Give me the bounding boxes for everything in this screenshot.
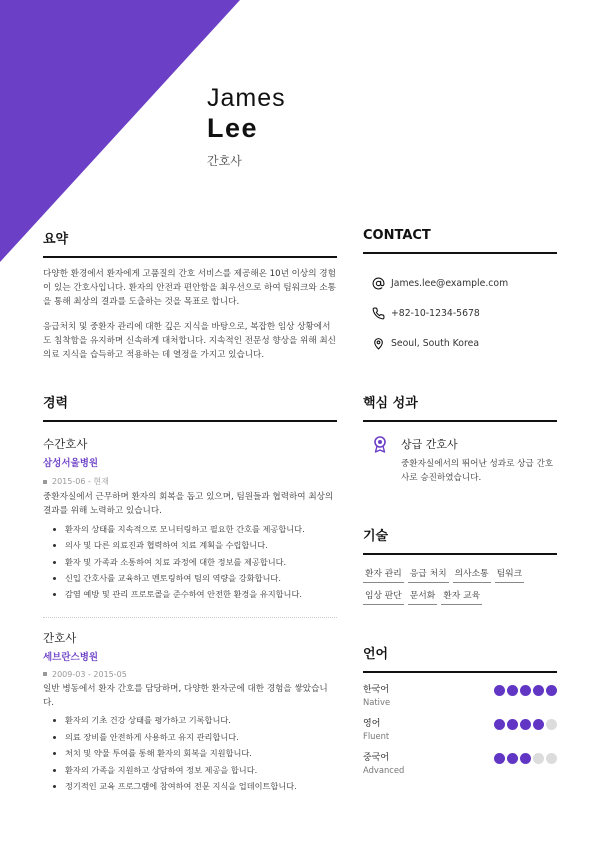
job-role: 간호사	[207, 154, 242, 168]
language-info	[363, 750, 404, 775]
rating-dot-empty	[533, 753, 544, 764]
skills-list	[363, 563, 557, 605]
achievement-title: 상급 간호사	[401, 438, 458, 451]
summary-section	[43, 267, 337, 362]
date-square-icon	[43, 672, 47, 676]
job-bullet: • 환자의 가족을 지원하고 상담하여 정보 제공을 합니다.	[65, 762, 337, 778]
rating-dot-filled	[533, 719, 544, 730]
job-title: 간호사	[43, 630, 77, 645]
job-bullet: • 환자 및 가족과 소통하여 치료 과정에 대한 정보를 제공합니다.	[65, 554, 337, 570]
medal-icon	[373, 436, 387, 485]
language-info	[363, 682, 390, 707]
skill-tag: 응급 처치	[408, 563, 449, 583]
achievement-description: 중환자실에서의 뛰어난 성과로 상급 간호사로 승진하였습니다.	[401, 459, 554, 483]
contact-phone[interactable]	[363, 298, 557, 328]
skill-tag: 문서화	[408, 585, 438, 605]
achievement-text	[401, 436, 557, 485]
job-description: 중환자실에서 근무하며 환자의 회복을 돕고 있으며, 팀원들과 협력하여 최상의 결과를 위해 노력하고 있습니다.	[43, 492, 334, 517]
job-dates-text: 2009-03 - 2015-05	[52, 669, 127, 679]
rating-dot-filled	[520, 753, 531, 764]
summary-paragraph: 다양한 환경에서 환자에게 고품질의 간호 서비스를 제공해온 10년 이상의 경험이 있는 간호사입니다. 환자의 안전과 편안함을 최우선으로 하여 팀워크와 소통을 통해 최상의 결과를 도출하는 것을 목표로 합니다.	[43, 269, 336, 308]
job-bullet: • 정기적인 교육 프로그램에 참여하여 전문 지식을 업데이트합니다.	[65, 778, 337, 794]
summary-paragraph: 응급처치 및 중환자 관리에 대한 깊은 지식을 바탕으로, 복잡한 임상 상황에서도 침착함을 유지하며 신속하게 대처합니다. 지속적인 전문성 향상을 위해 최신 의료 지식을 습득하고 적용하는 데 열정을 가지고 있습니다.	[43, 321, 336, 361]
job-dates	[43, 476, 337, 487]
rating-dot-filled	[533, 685, 544, 696]
languages-heading: 언어	[363, 643, 557, 673]
achievement-item	[363, 436, 557, 485]
job-bullet: • 환자의 상태를 지속적으로 모니터링하고 필요한 간호를 제공합니다.	[65, 521, 337, 537]
job-bullet: • 의료 장비를 안전하게 사용하고 유지 관리합니다.	[65, 729, 337, 745]
job-bullet: • 의사 및 다른 의료진과 협력하여 치료 계획을 수립합니다.	[65, 537, 337, 553]
job-bullet: • 신입 간호사를 교육하고 멘토링하여 팀의 역량을 강화합니다.	[65, 570, 337, 586]
job-dates	[43, 670, 337, 679]
contact-location	[363, 328, 557, 358]
language-rating	[494, 753, 557, 764]
summary-heading: 요약	[43, 228, 337, 258]
job-entry	[43, 630, 337, 795]
date-square-icon	[43, 480, 47, 484]
job-bullet: • 환자의 기초 건강 상태를 평가하고 기록합니다.	[65, 712, 337, 728]
contact-heading: CONTACT	[363, 228, 557, 254]
skill-tag: 환자 교육	[441, 585, 482, 605]
location-pin-icon	[371, 336, 385, 350]
job-bullet: • 감염 예방 및 관리 프로토콜을 준수하여 안전한 환경을 유지합니다.	[65, 586, 337, 602]
experience-heading: 경력	[43, 392, 337, 422]
job-bullet: • 처치 및 약물 투여를 통해 환자의 회복을 지원합니다.	[65, 745, 337, 761]
skill-tag: 임상 판단	[363, 585, 404, 605]
language-item	[363, 682, 557, 707]
skill-tag: 의사소통	[453, 563, 491, 583]
job-bullets	[43, 521, 337, 603]
name-block	[207, 84, 286, 169]
language-name: 영어	[363, 719, 381, 729]
location-text: Seoul, South Korea	[391, 337, 480, 349]
job-dates-text: 2015-06 - 현재	[52, 477, 109, 487]
language-rating	[494, 719, 557, 730]
company-name: 세브란스병원	[43, 651, 99, 663]
language-info	[363, 716, 389, 741]
rating-dot-empty	[546, 719, 557, 730]
job-divider	[43, 617, 337, 618]
right-column	[363, 228, 557, 775]
achievements-heading: 핵심 성과	[363, 392, 557, 422]
languages-list	[363, 682, 557, 775]
rating-dot-filled	[507, 719, 518, 730]
language-name: 한국어	[363, 685, 390, 695]
rating-dot-empty	[546, 753, 557, 764]
language-item	[363, 716, 557, 741]
job-bullets	[43, 712, 337, 794]
rating-dot-filled	[546, 685, 557, 696]
rating-dot-filled	[520, 685, 531, 696]
phone-icon	[371, 306, 385, 320]
language-level: Fluent	[363, 731, 390, 741]
language-item	[363, 750, 557, 775]
language-level: Advanced	[363, 765, 405, 775]
contact-email[interactable]	[363, 268, 557, 298]
skill-tag: 환자 관리	[363, 563, 404, 583]
rating-dot-filled	[507, 753, 518, 764]
job-title: 수간호사	[43, 437, 88, 452]
job-description: 일반 병동에서 환자 간호를 담당하며, 다양한 환자군에 대한 경험을 쌓았습니다.	[43, 683, 328, 708]
left-column	[43, 228, 337, 794]
language-rating	[494, 685, 557, 696]
last-name: Lee	[207, 113, 259, 143]
rating-dot-filled	[494, 719, 505, 730]
language-level: Native	[363, 697, 391, 707]
phone-text: +82-10-1234-5678	[391, 307, 480, 319]
rating-dot-filled	[507, 685, 518, 696]
purple-corner-triangle	[0, 0, 240, 262]
skills-heading: 기술	[363, 525, 557, 555]
email-text: James.lee@example.com	[391, 277, 509, 289]
skill-tag: 팀워크	[495, 563, 525, 583]
contact-list	[363, 268, 557, 358]
first-name: James	[207, 84, 286, 112]
company-name: 삼성서울병원	[43, 458, 99, 470]
rating-dot-filled	[520, 719, 531, 730]
at-icon	[371, 276, 385, 290]
rating-dot-filled	[494, 685, 505, 696]
language-name: 중국어	[363, 753, 390, 763]
job-entry	[43, 436, 337, 603]
rating-dot-filled	[494, 753, 505, 764]
